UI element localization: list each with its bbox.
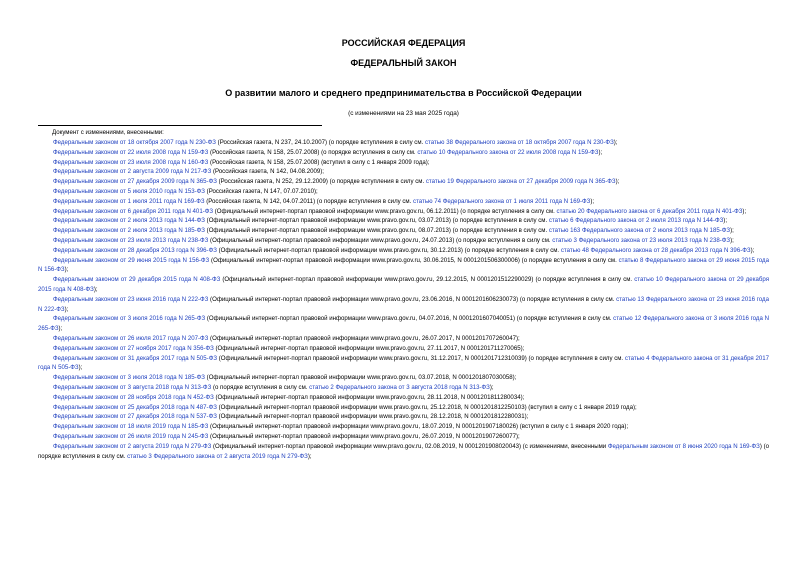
list-item: [38, 167, 769, 177]
law-link[interactable]: Федеральным законом от 18 октября 2007 года N 230-ФЗ: [53, 139, 216, 146]
list-item: [38, 275, 769, 295]
law-link[interactable]: Федеральным законом от 23 июля 2008 года N 160-ФЗ: [53, 158, 209, 166]
list-item: [38, 403, 769, 413]
list-item: [38, 197, 769, 207]
law-link[interactable]: статью 74 Федерального закона от 1 июля 2011 года N 169-ФЗ: [413, 197, 591, 205]
list-item-text: );: [598, 148, 603, 156]
list-item: [38, 373, 769, 383]
law-link[interactable]: Федеральным законом от 26 июля 2017 года N 207-ФЗ: [53, 334, 209, 342]
edition-note: (с изменениями на 23 мая 2025 года): [348, 110, 459, 117]
law-link[interactable]: статью 3 Федерального закона от 2 августа 2019 года N 279-ФЗ: [127, 452, 308, 460]
country-heading: РОССИЙСКАЯ ФЕДЕРАЦИЯ: [341, 38, 466, 48]
law-link[interactable]: статью 10 Федерального закона от 22 июля 2008 года N 159-ФЗ: [417, 148, 599, 156]
page-title: О развитии малого и среднего предпринимательства в Российской Федерации: [225, 88, 582, 98]
list-item-text: (о порядке вступления в силу см.: [211, 383, 310, 391]
list-item: [38, 334, 769, 344]
list-item-text: (Официальный интернет-портал правовой информации www.pravo.gov.ru, 31.12.2017, N 0001201712310039) (о порядке вступления в силу см.: [217, 354, 625, 362]
law-link[interactable]: статью 4 Федерального закона от 31 декабря 2017 года N 505-ФЗ: [38, 354, 769, 372]
list-item-text: (Официальный интернет-портал правовой информации www.pravo.gov.ru, 30.06.2015, N 0001201506300006) (о порядке вступления в силу см.: [209, 256, 619, 264]
law-link[interactable]: Федеральным законом от 25 декабря 2018 года N 487-ФЗ: [53, 403, 217, 411]
list-item-text: (Российская газета, N 158, 25.07.2008) (вступил в силу с 1 января 2009 года);: [208, 158, 430, 166]
list-item-text: );: [489, 383, 494, 391]
list-item-text: );: [742, 207, 747, 215]
list-item-text: (Российская газета, N 252, 29.12.2009) (о порядке вступления в силу см.: [216, 178, 426, 186]
list-item-text: );: [723, 217, 728, 225]
law-link[interactable]: Федеральным законом от 23 июня 2016 года N 222-ФЗ: [53, 295, 209, 303]
law-link[interactable]: Федеральным законом от 31 декабря 2017 года N 505-ФЗ: [53, 354, 218, 362]
law-link[interactable]: Федеральным законом от 28 декабря 2013 года N 396-ФЗ: [53, 246, 217, 254]
law-link[interactable]: статью 6 Федерального закона от 2 июля 2013 года N 144-ФЗ: [548, 217, 724, 225]
law-link[interactable]: Федеральным законом от 18 июля 2019 года N 185-ФЗ: [53, 423, 209, 431]
list-item-text: );: [78, 364, 83, 372]
amendments-list: [38, 138, 769, 461]
list-item-text: (Официальный интернет-портал правовой информации www.pravo.gov.ru, 06.12.2011) (о порядке вступления в силу см.: [213, 207, 557, 215]
law-link[interactable]: Федеральным законом от 2 августа 2009 года N 217-ФЗ: [53, 168, 212, 176]
law-link[interactable]: статью 163 Федерального закона от 2 июля 2013 года N 185-ФЗ: [548, 227, 731, 235]
list-item: [38, 314, 769, 334]
law-link[interactable]: Федеральным законом от 2 июля 2013 года N 144-ФЗ: [53, 217, 205, 225]
list-item-text: (Российская газета, N 142, 04.07.2011) (о порядке вступления в силу см.: [204, 197, 414, 205]
law-link[interactable]: статью 8 Федерального закона от 29 июня 2015 года N 156-ФЗ: [38, 256, 769, 274]
list-item-text: (Официальный интернет-портал правовой информации www.pravo.gov.ru, 03.07.2018, N 0001201807030058);: [204, 374, 517, 382]
law-link[interactable]: статью 48 Федерального закона от 28 декабря 2013 года N 396-ФЗ: [560, 246, 751, 254]
divider: [38, 125, 322, 126]
list-item-text: );: [613, 139, 618, 146]
law-link[interactable]: Федеральным законом от 29 июня 2015 года N 156-ФЗ: [53, 256, 210, 264]
amendments-intro: Документ с изменениями, внесенными:: [52, 129, 164, 136]
list-item: [38, 354, 769, 374]
list-item-text: (Официальный интернет-портал правовой информации www.pravo.gov.ru, 08.07.2013) (о порядке вступления в силу см.: [204, 227, 549, 235]
list-item-text: (Официальный интернет-портал правовой информации www.pravo.gov.ru, 18.07.2019, N 0001201907180026) (вступил в силу с 1 января 2020 года);: [208, 423, 629, 431]
list-item: [38, 295, 769, 315]
list-item-text: (Официальный интернет-портал правовой информации www.pravo.gov.ru, 28.11.2018, N 0001201811280034);: [213, 393, 525, 401]
law-link[interactable]: Федеральным законом от 27 декабря 2009 года N 365-ФЗ: [53, 178, 217, 186]
list-item: [38, 256, 769, 276]
list-item-text: );: [64, 305, 69, 313]
list-item-text: );: [590, 197, 595, 205]
law-link[interactable]: Федеральным законом от 3 июля 2016 года N 265-ФЗ: [53, 315, 206, 323]
law-link[interactable]: статью 20 Федерального закона от 6 декабря 2011 года N 401-ФЗ: [556, 207, 743, 215]
list-item: [38, 393, 769, 403]
list-item-text: );: [750, 246, 755, 254]
law-link[interactable]: Федеральным законом от 3 августа 2018 года N 313-ФЗ: [53, 383, 212, 391]
law-link[interactable]: статью 10 Федерального закона от 29 декабря 2015 года N 408-ФЗ: [38, 276, 769, 293]
list-item: [38, 226, 769, 236]
law-link[interactable]: Федеральным законом от 26 июля 2019 года N 245-ФЗ: [53, 432, 209, 440]
law-link[interactable]: статью 3 Федерального закона от 23 июля 2013 года N 238-ФЗ: [552, 236, 731, 244]
list-item: [38, 422, 769, 432]
list-item-text: );: [730, 227, 734, 235]
list-item-text: (Российская газета, N 237, 24.10.2007) (о порядке вступления в силу см.: [215, 139, 425, 146]
list-item: [38, 216, 769, 226]
list-item-text: (Российская газета, N 147, 07.07.2010);: [204, 187, 318, 195]
law-link[interactable]: Федеральным законом от 23 июля 2013 года N 238-ФЗ: [53, 236, 209, 244]
list-item-text: (Официальный интернет-портал правовой информации www.pravo.gov.ru, 25.12.2018, N 0001201812250103) (вступил в силу с 1 января 2019 года);: [216, 403, 637, 411]
law-link[interactable]: Федеральным законом от 8 июня 2020 года N 169-ФЗ: [607, 442, 760, 450]
list-item-text: (Официальный интернет-портал правовой информации www.pravo.gov.ru, 26.07.2019, N 0001201907260077);: [208, 432, 520, 440]
list-item: [38, 432, 769, 442]
list-item: [38, 158, 769, 168]
list-item: [38, 138, 769, 148]
law-link[interactable]: статью 19 Федерального закона от 27 декабря 2009 года N 365-ФЗ: [425, 178, 616, 186]
list-item-text: );: [730, 236, 734, 244]
law-link[interactable]: Федеральным законом от 27 ноября 2017 года N 356-ФЗ: [53, 344, 214, 352]
list-item-text: (Официальный интернет-портал правовой информации www.pravo.gov.ru, 04.07.2016, N 0001201607040051) (о порядке вступления в силу см.: [205, 315, 614, 323]
list-item-text: (Официальный интернет-портал правовой информации www.pravo.gov.ru, 03.07.2013) (о порядке вступления в силу см.: [204, 217, 549, 225]
list-item-text: (Российская газета, N 142, 04.08.2009);: [211, 168, 324, 176]
list-item-text: );: [64, 266, 69, 274]
list-item-text: (Официальный интернет-портал правовой информации www.pravo.gov.ru, 29.12.2015, N 0001201512290029) (о порядке вступления в силу см.: [220, 276, 635, 284]
list-item-text: (Официальный интернет-портал правовой информации www.pravo.gov.ru, 02.08.2019, N 0001201908020043) (с изменениями, внесенными: [211, 442, 608, 450]
law-link[interactable]: Федеральным законом от 29 декабря 2015 года N 408-ФЗ: [53, 276, 221, 284]
doc-type-heading: ФЕДЕРАЛЬНЫЙ ЗАКОН: [350, 58, 457, 68]
law-link[interactable]: Федеральным законом от 28 ноября 2018 года N 452-ФЗ: [53, 393, 214, 401]
list-item-text: );: [307, 452, 312, 460]
list-item: [38, 344, 769, 354]
list-item-text: );: [58, 325, 63, 333]
list-item: [38, 148, 769, 158]
law-link[interactable]: Федеральным законом от 5 июля 2010 года N 153-ФЗ: [53, 187, 205, 195]
list-item: [38, 236, 769, 246]
list-item-text: (Официальный интернет-портал правовой информации www.pravo.gov.ru, 28.12.2018, N 0001201812280031);: [216, 413, 529, 421]
list-item-text: ) (о порядке вступления в силу см.: [38, 442, 769, 460]
list-item-text: );: [615, 178, 620, 186]
list-item-text: (Официальный интернет-портал правовой информации www.pravo.gov.ru, 26.07.2017, N 0001201707260047);: [208, 334, 520, 342]
list-item-text: (Российская газета, N 158, 25.07.2008) (о порядке вступления в силу см.: [208, 148, 418, 156]
list-item: [38, 383, 769, 393]
law-link[interactable]: Федеральным законом от 27 декабря 2018 года N 537-ФЗ: [53, 413, 217, 421]
law-link[interactable]: статью 38 Федерального закона от 18 октября 2007 года N 230-ФЗ: [424, 139, 614, 146]
list-item-text: (Официальный интернет-портал правовой информации www.pravo.gov.ru, 27.11.2017, N 0001201711270065);: [213, 344, 525, 352]
law-link[interactable]: Федеральным законом от 22 июля 2008 года N 159-ФЗ: [53, 148, 209, 156]
list-item-text: (Официальный интернет-портал правовой информации www.pravo.gov.ru, 23.06.2016, N 0001201606230073) (о порядке вступления в силу см.: [208, 295, 617, 303]
law-link[interactable]: статью 13 Федерального закона от 23 июня 2016 года N 222-ФЗ: [38, 295, 769, 313]
list-item: [38, 177, 769, 187]
law-link[interactable]: Федеральным законом от 3 июля 2018 года N 185-ФЗ: [53, 374, 205, 382]
list-item: [38, 412, 769, 422]
law-link[interactable]: статью 12 Федерального закона от 3 июля 2016 года N 265-ФЗ: [38, 315, 769, 333]
list-item: [38, 246, 769, 256]
list-item-text: );: [93, 285, 98, 293]
list-item: [38, 442, 769, 462]
list-item-text: (Официальный интернет-портал правовой информации www.pravo.gov.ru, 30.12.2013) (о порядке вступления в силу см.: [216, 246, 561, 254]
law-link[interactable]: статью 2 Федерального закона от 3 августа 2018 года N 313-ФЗ: [309, 383, 490, 391]
law-link[interactable]: Федеральным законом от 2 августа 2019 года N 279-ФЗ: [53, 442, 212, 450]
list-item: [38, 187, 769, 197]
list-item-text: (Официальный интернет-портал правовой информации www.pravo.gov.ru, 24.07.2013) (о порядке вступления в силу см.: [208, 236, 553, 244]
law-link[interactable]: Федеральным законом от 6 декабря 2011 года N 401-ФЗ: [53, 207, 214, 215]
list-item: [38, 207, 769, 217]
law-link[interactable]: Федеральным законом от 2 июля 2013 года N 185-ФЗ: [53, 227, 205, 235]
law-link[interactable]: Федеральным законом от 1 июля 2011 года N 169-ФЗ: [53, 197, 205, 205]
